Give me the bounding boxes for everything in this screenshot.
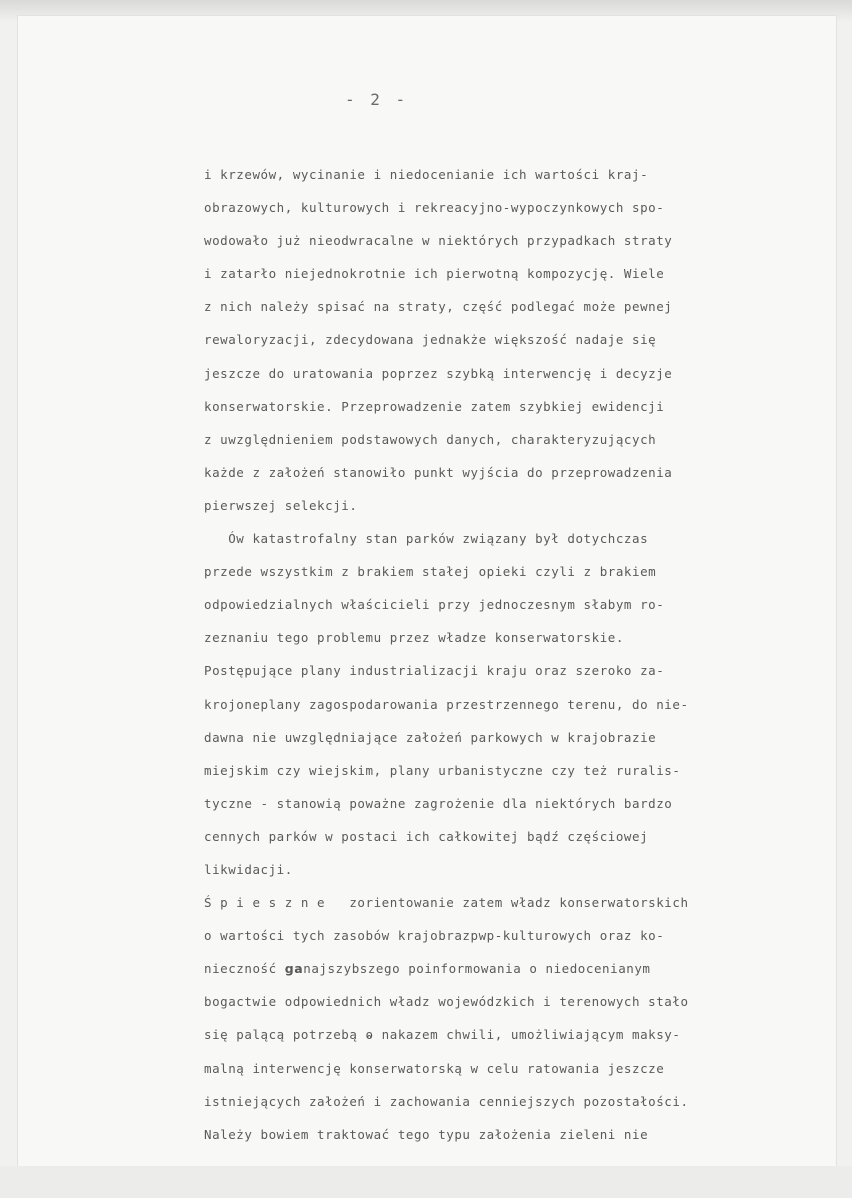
text-line: likwidacji. bbox=[204, 861, 293, 877]
text-line: nieczność 𝗴𝗮najszybszego poinformowania o niedocenianym bbox=[204, 961, 651, 977]
text-line: krojoneplany zagospodarowania przestrzennego terenu, do nie- bbox=[204, 696, 689, 712]
page-number: - 2 - bbox=[345, 90, 409, 109]
text-line: się palącą potrzebą ⱺ nakazem chwili, umożliwiającym maksy- bbox=[204, 1027, 681, 1043]
text-line: i zatarło niejednokrotnie ich pierwotną kompozycję. Wiele bbox=[204, 266, 665, 282]
text-line: cennych parków w postaci ich całkowitej bądź częściowej bbox=[204, 828, 649, 844]
text-line: Postępujące plany industrializacji kraju oraz szeroko za- bbox=[204, 663, 665, 679]
text-line: każde z założeń stanowiło punkt wyjścia do przeprowadzenia bbox=[204, 464, 673, 480]
text-line: tyczne - stanowią poważne zagrożenie dla niektórych bardzo bbox=[204, 795, 673, 811]
text-line: odpowiedzialnych właścicieli przy jednoczesnym słabym ro- bbox=[204, 597, 665, 613]
text-line: przede wszystkim z brakiem stałej opieki czyli z brakiem bbox=[204, 564, 657, 580]
text-line: malną interwencję konserwatorską w celu ratowania jeszcze bbox=[204, 1060, 665, 1076]
text-line: pierwszej selekcji. bbox=[204, 497, 358, 513]
text-line: wodowało już nieodwracalne w niektórych przypadkach straty bbox=[204, 233, 673, 249]
text-line: dawna nie uwzględniające założeń parkowych w krajobrazie bbox=[204, 729, 657, 745]
body-text bbox=[204, 158, 689, 1151]
text-line: jeszcze do uratowania poprzez szybką interwencję i decyzje bbox=[204, 365, 673, 381]
text-line: konserwatorskie. Przeprowadzenie zatem szybkiej ewidencji bbox=[204, 398, 665, 414]
scan-bottom-edge bbox=[0, 1166, 852, 1198]
text-line: o wartości tych zasobów krajobrazpwp-kulturowych oraz ko- bbox=[204, 928, 665, 944]
text-line: Należy bowiem traktować tego typu założenia zieleni nie bbox=[204, 1126, 649, 1142]
text-line: bogactwie odpowiednich władz wojewódzkich i terenowych stało bbox=[204, 994, 689, 1010]
text-line: Ów katastrofalny stan parków związany był dotychczas bbox=[204, 531, 649, 547]
text-line: miejskim czy wiejskim, plany urbanistyczne czy też ruralis- bbox=[204, 762, 681, 778]
text-line: zeznaniu tego problemu przez władze konserwatorskie. bbox=[204, 630, 624, 646]
text-line: z nich należy spisać na straty, część podlegać może pewnej bbox=[204, 299, 673, 315]
text-line: rewaloryzacji, zdecydowana jednakże większość nadaje się bbox=[204, 332, 657, 348]
text-line: Ś p i e s z n e zorientowanie zatem władz konserwatorskich bbox=[204, 895, 689, 911]
text-line: istniejących założeń i zachowania cenniejszych pozostałości. bbox=[204, 1093, 689, 1109]
text-line: obrazowych, kulturowych i rekreacyjno-wypoczynkowych spo- bbox=[204, 200, 665, 216]
text-line: z uwzględnieniem podstawowych danych, charakteryzujących bbox=[204, 431, 657, 447]
text-line: i krzewów, wycinanie i niedocenianie ich wartości kraj- bbox=[204, 167, 649, 182]
